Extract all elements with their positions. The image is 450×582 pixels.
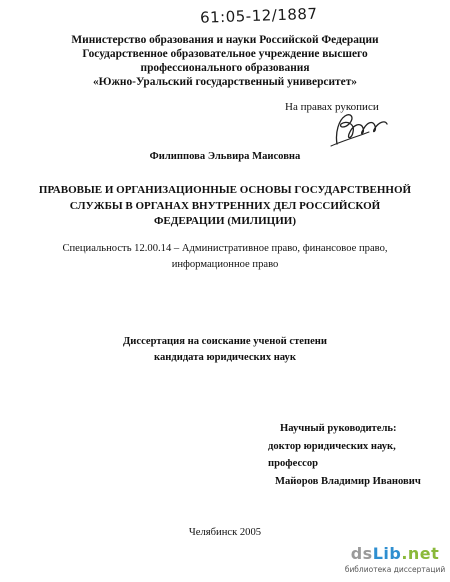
degree-block — [0, 334, 450, 366]
education-line: профессионального образования — [140, 62, 310, 74]
rights-note: На правах рукописи — [285, 101, 379, 113]
advisor-block — [220, 420, 430, 490]
logo-ds: ds — [350, 544, 373, 563]
specialty-block — [0, 241, 450, 273]
author-name: Филиппова Эльвира Маисовна — [149, 151, 301, 162]
watermark-subtitle: библиотека диссертаций — [344, 565, 446, 574]
advisor-name: Майоров Владимир Иванович — [275, 475, 421, 487]
university-line: «Южно-Уральский государственный университет» — [92, 76, 357, 88]
institution-line: Государственное образовательное учреждение высшего — [82, 48, 368, 60]
specialty-line-1: Специальность 12.00.14 – Административное право, финансовое право, — [62, 243, 388, 254]
title-line-3: ФЕДЕРАЦИИ (МИЛИЦИИ) — [153, 215, 297, 227]
dslib-logo — [340, 544, 450, 563]
title-line-2: СЛУЖБЫ В ОРГАНАХ ВНУТРЕННИХ ДЕЛ РОССИЙСКОЙ — [69, 199, 381, 212]
logo-net: .net — [401, 544, 440, 563]
advisor-degree: доктор юридических наук, профессор — [268, 440, 396, 469]
city-year: Челябинск 2005 — [188, 527, 262, 538]
title-line-1: ПРАВОВЫЕ И ОРГАНИЗАЦИОННЫЕ ОСНОВЫ ГОСУДАРСТВЕННОЙ — [38, 184, 412, 196]
specialty-line-2: информационное право — [171, 259, 279, 270]
handwritten-signature — [325, 110, 395, 150]
dissertation-title — [0, 183, 450, 230]
advisor-label: Научный руководитель: — [280, 423, 397, 434]
dslib-watermark[interactable] — [340, 544, 450, 582]
degree-line-1: Диссертация на соискание ученой степени — [123, 336, 327, 347]
logo-lib: Lib — [372, 544, 402, 563]
archive-number-handwritten: 61:05-12/1887 — [199, 4, 318, 27]
degree-line-2: кандидата юридических наук — [154, 352, 296, 363]
ministry-line: Министерство образования и науки Российской Федерации — [71, 34, 379, 46]
institution-header — [0, 33, 450, 89]
